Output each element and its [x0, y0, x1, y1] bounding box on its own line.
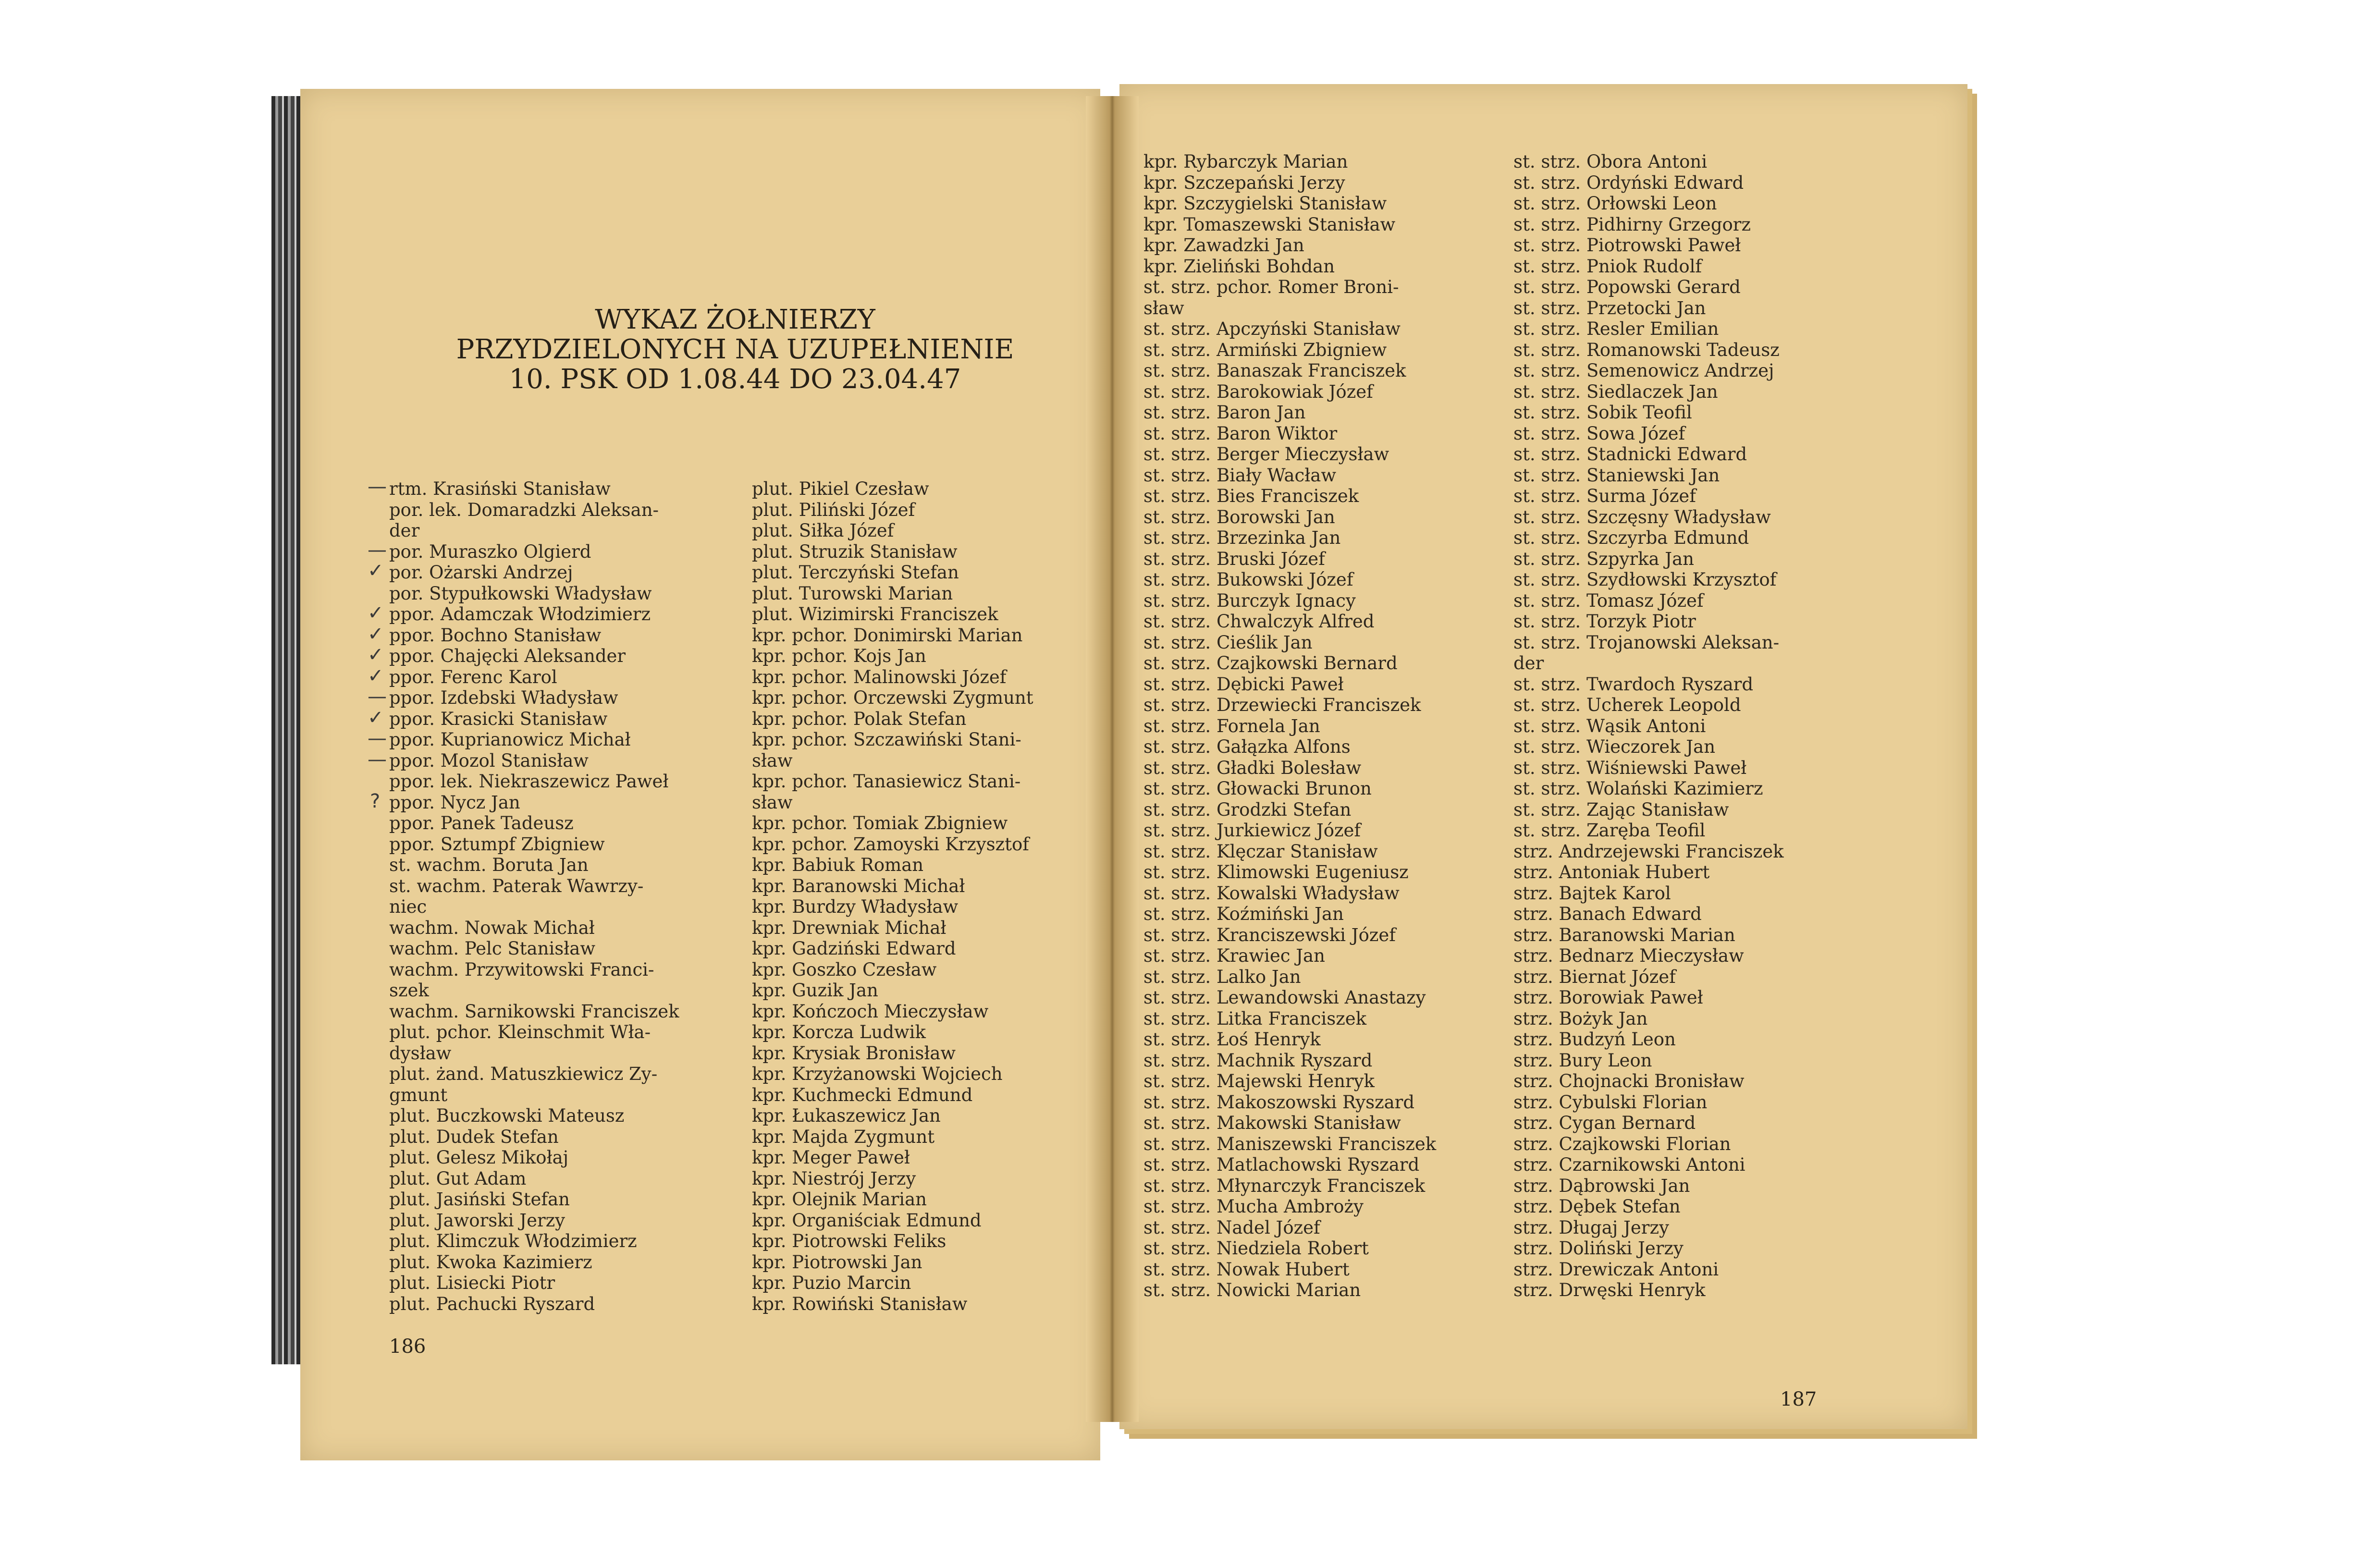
- list-entry: kpr. Drewniak Michał: [752, 917, 946, 938]
- list-entry: wachm. Nowak Michał: [389, 917, 595, 938]
- list-entry: kpr. Gadziński Edward: [752, 938, 956, 959]
- pencil-mark: ?: [370, 790, 381, 812]
- list-entry: strz. Biernat Józef: [1513, 966, 1676, 987]
- list-entry: plut. Terczyński Stefan: [752, 562, 959, 583]
- list-entry: st. strz. Resler Emilian: [1513, 318, 1719, 339]
- list-entry: strz. Bajtek Karol: [1513, 882, 1671, 904]
- list-entry: ppor. Izdebski Władysław: [389, 687, 618, 708]
- list-entry: st. strz. Popowski Gerard: [1513, 277, 1741, 297]
- list-entry: plut. Pachucki Ryszard: [389, 1293, 595, 1314]
- list-entry: st. strz. Chwalczyk Alfred: [1143, 611, 1375, 632]
- list-entry: ppor. Krasicki Stanisław: [389, 708, 608, 729]
- list-entry: kpr. Krysiak Bronisław: [752, 1042, 956, 1064]
- list-entry: plut. Jaworski Jerzy: [389, 1210, 565, 1231]
- list-entry: st. strz. Wąsik Antoni: [1513, 715, 1706, 736]
- list-entry: st. strz. Matlachowski Ryszard: [1143, 1154, 1420, 1175]
- list-entry: st. strz. Czajkowski Bernard: [1143, 653, 1398, 674]
- list-entry: sław: [752, 750, 793, 771]
- list-entry: kpr. Piotrowski Feliks: [752, 1231, 946, 1251]
- list-entry: st. wachm. Boruta Jan: [389, 855, 589, 875]
- list-entry: st. strz. Semenowicz Andrzej: [1513, 360, 1774, 381]
- list-entry: strz. Długaj Jerzy: [1513, 1217, 1669, 1238]
- list-entry: strz. Czarnikowski Antoni: [1513, 1154, 1745, 1175]
- list-entry: ppor. Bochno Stanisław: [389, 625, 602, 646]
- list-entry: kpr. Zawadzki Jan: [1143, 235, 1304, 256]
- list-entry: st. strz. Bruski Józef: [1143, 548, 1325, 569]
- list-entry: st. strz. Brzezinka Jan: [1143, 527, 1341, 548]
- check-mark: ✓: [368, 602, 384, 624]
- list-entry: ppor. Kuprianowicz Michał: [389, 729, 631, 750]
- list-entry: st. strz. Wieczorek Jan: [1513, 736, 1716, 757]
- list-entry: strz. Borowiak Paweł: [1513, 987, 1703, 1008]
- list-entry: niec: [389, 896, 427, 917]
- list-entry: kpr. Kuchmecki Edmund: [752, 1084, 973, 1105]
- list-entry: kpr. Łukaszewicz Jan: [752, 1105, 941, 1126]
- pencil-mark: —: [368, 748, 387, 771]
- list-entry: st. strz. Przetocki Jan: [1513, 297, 1706, 318]
- list-entry: st. strz. Gałązka Alfons: [1143, 736, 1351, 757]
- list-entry: strz. Bożyk Jan: [1513, 1008, 1648, 1029]
- list-entry: plut. Kwoka Kazimierz: [389, 1251, 592, 1273]
- list-entry: st. strz. Litka Franciszek: [1143, 1008, 1367, 1029]
- list-entry: st. strz. Szpyrka Jan: [1513, 548, 1695, 569]
- list-entry: strz. Bednarz Mieczysław: [1513, 945, 1744, 966]
- page-number-left: 186: [389, 1335, 426, 1358]
- list-entry: st. strz. Banaszak Franciszek: [1143, 360, 1406, 381]
- list-entry: kpr. Baranowski Michał: [752, 875, 965, 896]
- list-entry: plut. Turowski Marian: [752, 583, 953, 604]
- list-entry: kpr. Szczygielski Stanisław: [1143, 193, 1387, 214]
- list-entry: st. strz. Surma Józef: [1513, 486, 1696, 506]
- list-entry: kpr. pchor. Tanasiewicz Stani-: [752, 771, 1021, 792]
- list-entry: st. strz. Twardoch Ryszard: [1513, 674, 1754, 695]
- list-entry: ppor. Chajęcki Aleksander: [389, 646, 626, 666]
- list-entry: der: [1513, 653, 1544, 674]
- list-entry: st. strz. Klimowski Eugeniusz: [1143, 862, 1409, 882]
- list-entry: ppor. Panek Tadeusz: [389, 813, 574, 833]
- list-entry: kpr. Burdzy Władysław: [752, 896, 959, 917]
- list-entry: st. strz. Nowicki Marian: [1143, 1280, 1361, 1300]
- list-entry: plut. Piliński Józef: [752, 499, 915, 520]
- list-entry: kpr. pchor. Szczawiński Stani-: [752, 729, 1021, 750]
- list-entry: st. strz. Cieślik Jan: [1143, 632, 1313, 653]
- list-entry: gmunt: [389, 1084, 448, 1105]
- list-entry: st. strz. Głowacki Brunon: [1143, 778, 1372, 799]
- pencil-mark: —: [368, 476, 387, 498]
- left-page-column-2: [752, 478, 1033, 1314]
- check-mark: ✓: [368, 560, 384, 582]
- list-entry: kpr. Tomaszewski Stanisław: [1143, 214, 1396, 235]
- list-entry: szek: [389, 980, 429, 1001]
- list-entry: st. strz. Sobik Teofil: [1513, 402, 1692, 423]
- list-entry: st. strz. Makoszowski Ryszard: [1143, 1091, 1415, 1113]
- list-entry: ppor. Ferenc Karol: [389, 666, 557, 687]
- list-entry: wachm. Przywitowski Franci-: [389, 959, 654, 980]
- list-entry: st. strz. Pniok Rudolf: [1513, 256, 1702, 277]
- list-entry: kpr. pchor. Zamoyski Krzysztof: [752, 833, 1029, 855]
- list-entry: strz. Dębek Stefan: [1513, 1196, 1681, 1217]
- list-entry: st. strz. Łoś Henryk: [1143, 1029, 1321, 1050]
- list-entry: rtm. Krasiński Stanisław: [389, 478, 611, 499]
- list-entry: plut. pchor. Kleinschmit Wła-: [389, 1022, 651, 1042]
- list-entry: st. strz. Lalko Jan: [1143, 966, 1301, 987]
- list-entry: plut. Wizimirski Franciszek: [752, 604, 998, 625]
- list-entry: strz. Drwęski Henryk: [1513, 1280, 1706, 1300]
- list-entry: sław: [752, 792, 793, 813]
- list-entry: st. strz. Baron Wiktor: [1143, 423, 1338, 444]
- list-entry: ppor. Sztumpf Zbigniew: [389, 833, 605, 855]
- list-entry: strz. Doliński Jerzy: [1513, 1238, 1684, 1259]
- list-entry: st. strz. Siedlaczek Jan: [1513, 381, 1718, 402]
- list-entry: st. strz. Piotrowski Paweł: [1513, 235, 1741, 256]
- list-entry: kpr. Kończoch Mieczysław: [752, 1001, 989, 1022]
- list-entry: st. strz. Baron Jan: [1143, 402, 1306, 423]
- list-entry: st. strz. Jurkiewicz Józef: [1143, 820, 1361, 841]
- list-entry: sław: [1143, 297, 1184, 318]
- list-entry: st. strz. Nowak Hubert: [1143, 1259, 1350, 1280]
- list-entry: kpr. Majda Zygmunt: [752, 1126, 935, 1147]
- list-entry: kpr. Piotrowski Jan: [752, 1251, 922, 1273]
- list-entry: st. strz. Klęczar Stanisław: [1143, 841, 1378, 862]
- book-gutter: [1086, 96, 1139, 1422]
- list-entry: por. lek. Domaradzki Aleksan-: [389, 499, 659, 520]
- list-entry: st. strz. Stadnicki Edward: [1513, 444, 1747, 465]
- list-entry: st. strz. Obora Antoni: [1513, 151, 1708, 172]
- left-page-column-1: [389, 478, 679, 1314]
- pencil-mark: —: [368, 686, 387, 708]
- list-entry: ppor. Adamczak Włodzimierz: [389, 604, 651, 625]
- list-entry: ppor. Mozol Stanisław: [389, 750, 589, 771]
- list-entry: kpr. Zieliński Bohdan: [1143, 256, 1335, 277]
- list-entry: kpr. Babiuk Roman: [752, 855, 924, 875]
- list-entry: st. strz. Makowski Stanisław: [1143, 1113, 1401, 1133]
- list-entry: st. strz. Zaręba Teofil: [1513, 820, 1706, 841]
- list-entry: ppor. Nycz Jan: [389, 792, 520, 813]
- list-entry: plut. Lisiecki Piotr: [389, 1273, 555, 1293]
- list-entry: st. strz. Bies Franciszek: [1143, 486, 1359, 506]
- list-entry: kpr. pchor. Orczewski Zygmunt: [752, 687, 1033, 708]
- list-entry: st. strz. Młynarczyk Franciszek: [1143, 1175, 1426, 1196]
- list-entry: kpr. pchor. Tomiak Zbigniew: [752, 813, 1008, 833]
- list-entry: plut. żand. Matuszkiewicz Zy-: [389, 1064, 658, 1084]
- list-entry: strz. Dąbrowski Jan: [1513, 1175, 1690, 1196]
- list-entry: st. strz. Pidhirny Grzegorz: [1513, 214, 1751, 235]
- list-entry: st. wachm. Paterak Wawrzy-: [389, 875, 644, 896]
- right-page-column-2: [1513, 151, 1784, 1301]
- list-entry: st. strz. Orłowski Leon: [1513, 193, 1717, 214]
- list-entry: plut. Struzik Stanisław: [752, 541, 958, 562]
- list-entry: plut. Dudek Stefan: [389, 1126, 559, 1147]
- list-entry: st. strz. Szczyrba Edmund: [1513, 527, 1749, 548]
- list-entry: wachm. Pelc Stanisław: [389, 938, 595, 959]
- list-entry: kpr. pchor. Donimirski Marian: [752, 625, 1023, 646]
- list-entry: st. strz. Biały Wacław: [1143, 465, 1337, 486]
- check-mark: ✓: [368, 644, 384, 666]
- list-entry: strz. Chojnacki Bronisław: [1513, 1071, 1745, 1091]
- list-entry: st. strz. Fornela Jan: [1143, 715, 1320, 736]
- list-entry: st. strz. Berger Mieczysław: [1143, 444, 1389, 465]
- list-entry: st. strz. Barokowiak Józef: [1143, 381, 1373, 402]
- title-line: PRZYDZIELONYCH NA UZUPEŁNIENIE: [456, 334, 1014, 365]
- list-entry: strz. Czajkowski Florian: [1513, 1133, 1731, 1154]
- list-entry: st. strz. Szczęsny Władysław: [1513, 506, 1771, 527]
- list-entry: strz. Cybulski Florian: [1513, 1091, 1708, 1113]
- list-entry: st. strz. Ucherek Leopold: [1513, 695, 1741, 715]
- list-entry: st. strz. Armiński Zbigniew: [1143, 339, 1387, 360]
- list-entry: st. strz. Niedziela Robert: [1143, 1238, 1369, 1259]
- check-mark: ✓: [368, 665, 384, 687]
- list-entry: st. strz. Majewski Henryk: [1143, 1071, 1375, 1091]
- list-entry: st. strz. Wiśniewski Paweł: [1513, 757, 1747, 778]
- list-entry: kpr. Rybarczyk Marian: [1143, 151, 1348, 172]
- list-entry: dysław: [389, 1042, 452, 1064]
- list-entry: st. strz. Bukowski Józef: [1143, 569, 1353, 590]
- list-entry: st. strz. Apczyński Stanisław: [1143, 318, 1401, 339]
- page-title: [423, 305, 1047, 394]
- list-entry: kpr. Meger Paweł: [752, 1147, 910, 1168]
- list-entry: st. strz. Grodzki Stefan: [1143, 799, 1352, 820]
- list-entry: kpr. Krzyżanowski Wojciech: [752, 1064, 1003, 1084]
- list-entry: kpr. pchor. Malinowski Józef: [752, 666, 1007, 687]
- list-entry: st. strz. Sowa Józef: [1513, 423, 1685, 444]
- check-mark: ✓: [368, 623, 384, 645]
- list-entry: st. strz. Koźmiński Jan: [1143, 904, 1344, 924]
- title-line: WYKAZ ŻOŁNIERZY: [595, 304, 875, 335]
- list-entry: kpr. Olejnik Marian: [752, 1189, 927, 1210]
- pencil-mark: —: [368, 539, 387, 561]
- list-entry: strz. Bury Leon: [1513, 1050, 1652, 1071]
- list-entry: st. strz. Borowski Jan: [1143, 506, 1335, 527]
- right-page-column-1: [1143, 151, 1436, 1301]
- list-entry: wachm. Sarnikowski Franciszek: [389, 1001, 679, 1022]
- list-entry: st. strz. Lewandowski Anastazy: [1143, 987, 1426, 1008]
- list-entry: st. strz. Tomasz Józef: [1513, 590, 1704, 611]
- list-entry: kpr. pchor. Polak Stefan: [752, 708, 967, 729]
- page-number-right: 187: [1780, 1388, 1817, 1410]
- list-entry: st. strz. Mucha Ambroży: [1143, 1196, 1364, 1217]
- list-entry: st. strz. Kowalski Władysław: [1143, 882, 1400, 904]
- list-entry: st. strz. Kranciszewski Józef: [1143, 924, 1396, 945]
- list-entry: plut. Klimczuk Włodzimierz: [389, 1231, 637, 1251]
- list-entry: st. strz. Wolański Kazimierz: [1513, 778, 1763, 799]
- list-entry: kpr. Goszko Czesław: [752, 959, 937, 980]
- list-entry: strz. Baranowski Marian: [1513, 924, 1735, 945]
- title-line: 10. PSK OD 1.08.44 DO 23.04.47: [509, 364, 961, 395]
- list-entry: kpr. Guzik Jan: [752, 980, 878, 1001]
- list-entry: st. strz. Maniszewski Franciszek: [1143, 1133, 1437, 1154]
- list-entry: kpr. Puzio Marcin: [752, 1273, 911, 1293]
- list-entry: kpr. Szczepański Jerzy: [1143, 172, 1345, 193]
- list-entry: st. strz. Staniewski Jan: [1513, 465, 1720, 486]
- list-entry: kpr. Niestrój Jerzy: [752, 1168, 916, 1189]
- check-mark: ✓: [368, 707, 384, 729]
- list-entry: por. Muraszko Olgierd: [389, 541, 591, 562]
- list-entry: st. strz. Nadel Józef: [1143, 1217, 1320, 1238]
- list-entry: st. strz. Torzyk Piotr: [1513, 611, 1696, 632]
- list-entry: strz. Drewiczak Antoni: [1513, 1259, 1719, 1280]
- list-entry: plut. Siłka Józef: [752, 520, 894, 541]
- list-entry: st. strz. Krawiec Jan: [1143, 945, 1325, 966]
- list-entry: kpr. pchor. Kojs Jan: [752, 646, 926, 666]
- list-entry: st. strz. Zając Stanisław: [1513, 799, 1729, 820]
- list-entry: st. strz. Ordyński Edward: [1513, 172, 1744, 193]
- list-entry: kpr. Organiściak Edmund: [752, 1210, 982, 1231]
- list-entry: strz. Banach Edward: [1513, 904, 1702, 924]
- list-entry: strz. Antoniak Hubert: [1513, 862, 1710, 882]
- list-entry: st. strz. Szydłowski Krzysztof: [1513, 569, 1777, 590]
- list-entry: st. strz. Machnik Ryszard: [1143, 1050, 1373, 1071]
- list-entry: kpr. Rowiński Stanisław: [752, 1293, 968, 1314]
- list-entry: st. strz. Romanowski Tadeusz: [1513, 339, 1780, 360]
- list-entry: por. Stypułkowski Władysław: [389, 583, 652, 604]
- list-entry: plut. Buczkowski Mateusz: [389, 1105, 625, 1126]
- list-entry: plut. Jasiński Stefan: [389, 1189, 570, 1210]
- list-entry: plut. Pikiel Czesław: [752, 478, 929, 499]
- list-entry: st. strz. Gładki Bolesław: [1143, 757, 1362, 778]
- list-entry: st. strz. Trojanowski Aleksan-: [1513, 632, 1780, 653]
- list-entry: kpr. Korcza Ludwik: [752, 1022, 926, 1042]
- list-entry: ppor. lek. Niekraszewicz Paweł: [389, 771, 669, 792]
- list-entry: strz. Budzyń Leon: [1513, 1029, 1676, 1050]
- list-entry: por. Ożarski Andrzej: [389, 562, 573, 583]
- pencil-mark: —: [368, 727, 387, 749]
- list-entry: der: [389, 520, 420, 541]
- list-entry: st. strz. Burczyk Ignacy: [1143, 590, 1356, 611]
- list-entry: plut. Gelesz Mikołaj: [389, 1147, 569, 1168]
- list-entry: strz. Cygan Bernard: [1513, 1113, 1696, 1133]
- list-entry: st. strz. Drzewiecki Franciszek: [1143, 695, 1421, 715]
- list-entry: plut. Gut Adam: [389, 1168, 527, 1189]
- list-entry: strz. Andrzejewski Franciszek: [1513, 841, 1784, 862]
- list-entry: st. strz. Dębicki Paweł: [1143, 674, 1344, 695]
- list-entry: st. strz. pchor. Romer Broni-: [1143, 277, 1399, 297]
